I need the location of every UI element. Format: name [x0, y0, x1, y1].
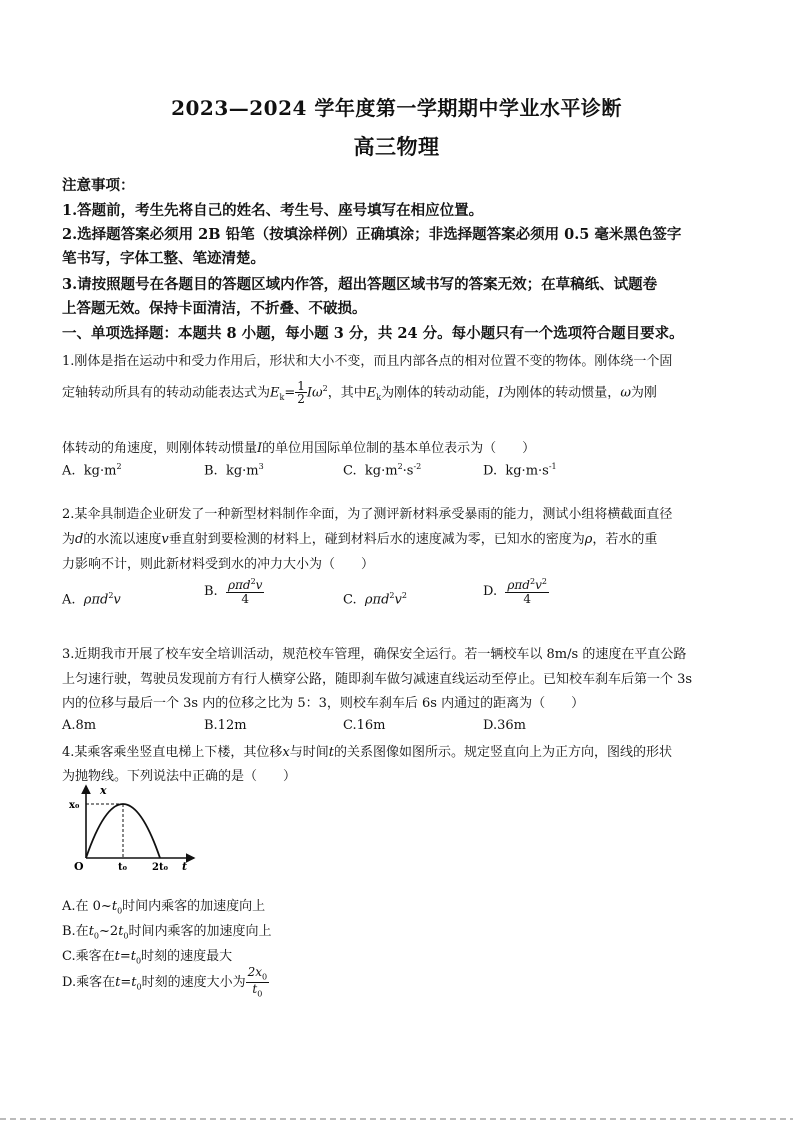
q4-option-d: D.乘客在$t=t_0$时刻的速度大小为 $\frac{2x_0}{t_0}$ — [62, 965, 268, 999]
q1-option-c: C. $kg\cdot m^2\cdot s^{-2}$ — [343, 462, 422, 479]
graph-origin-label: O — [74, 860, 84, 872]
q2-line1: 2.某伞具制造企业研发了一种新型材料制作伞面，为了测评新材料承受暴雨的能力，测试小组将横截面直径 — [62, 507, 673, 522]
notice-heading: 注意事项： — [62, 177, 135, 194]
section-heading: 一、单项选择题：本题共 8 小题，每小题 3 分，共 24 分。每小题只有一个选项符合题目要求。 — [62, 325, 684, 342]
q2-line2: 为d的水流以速度v垂直射到要检测的材料上，碰到材料后水的速度减为零，已知水的密度为ρ，若水的重 — [62, 532, 658, 547]
q1-option-d: D. $kg\cdot m\cdot s^{-1}$ — [483, 462, 557, 479]
notice-item-1: 1.答题前，考生先将自己的姓名、考生号、座号填写在相应位置。 — [62, 202, 484, 219]
q2-option-a: A. ρπd$^2$v — [62, 591, 121, 608]
q4-line2: 为抛物线。下列说法中正确的是（ ） — [62, 769, 297, 784]
notice-item-3-cont: 上答题无效。保持卡面清洁，不折叠、不破损。 — [62, 300, 367, 317]
q3-option-c: C.16m — [343, 718, 386, 733]
q2-option-d: D. $\frac{\rho\pi d^2v^2}{4}$ — [483, 577, 547, 606]
q4-option-c: C.乘客在$t=t_0$时刻的速度最大 — [62, 949, 233, 966]
exam-subject: 高三物理 — [353, 134, 440, 159]
graph-t0-label: t₀ — [118, 862, 127, 872]
q3-line3: 内的位移与最后一个 3s 内的位移之比为 5：3，则校车刹车后 6s 内通过的距离为（ ） — [62, 696, 585, 711]
q3-option-d: D.36m — [483, 718, 526, 733]
graph-x-label: x — [100, 784, 107, 797]
q1-option-a: A. $kg\cdot m^2$ — [62, 462, 122, 479]
q2-option-c: C. $\rho\pi d^2v^2$ — [343, 591, 407, 608]
graph-x0-label: x₀ — [69, 800, 80, 811]
q2-line3: 力影响不计，则此新材料受到水的冲力大小为（ ） — [62, 557, 375, 572]
notice-item-3: 3.请按照题号在各题目的答题区域内作答，超出答题区域书写的答案无效；在草稿纸、试题卷 — [62, 276, 658, 293]
q4-d-fraction: $\frac{2x_0}{t_0}$ — [247, 965, 268, 999]
q4-option-b: B.在$t_0\sim 2t_0$时间内乘客的加速度向上 — [62, 924, 272, 941]
exam-title: 2023—2024 学年度第一学期期中学业水平诊断 — [171, 96, 622, 120]
q2-option-b: B. $\frac{\rho\pi d^2v}{4}$ — [204, 577, 263, 606]
page-bottom-rule — [0, 1118, 793, 1120]
q3-line2: 上匀速行驶，驾驶员发现前方有行人横穿公路，随即刹车做匀减速直线运动至停止。已知校车刹车后第一个 3s — [62, 672, 693, 687]
q1-fraction: $\frac{1}{2}$ — [297, 378, 305, 407]
q1-line1: 1.刚体是指在运动中和受力作用后，形状和大小不变，而且内部各点的相对位置不变的物体。刚体绕一个固 — [62, 354, 673, 369]
q1-line3: 体转动的角速度，则刚体转动惯量I的单位用国际单位制的基本单位表示为（ ） — [62, 441, 536, 456]
q1-line2: 定轴转动所具有的转动动能表达式为$E_k=$ $\frac{1}{2}$ $I\omega^2$，其中$E_k$为刚体的转动动能，I为刚体的转动惯量，ω为刚 — [62, 378, 657, 407]
q3-option-b: B.12m — [204, 718, 247, 733]
notice-item-2: 2.选择题答案必须用 2B 铅笔（按填涂样例）正确填涂；非选择题答案必须用 0.5 毫米黑色签字 — [62, 226, 682, 243]
q4-xt-graph — [66, 780, 211, 872]
q4-line1: 4.某乘客乘坐竖直电梯上下楼，其位移x与时间t的关系图像如图所示。规定竖直向上为正方向，图线的形状 — [62, 745, 673, 760]
q1-option-b: B. $kg\cdot m^3$ — [204, 462, 264, 479]
notice-item-2-cont: 笔书写，字体工整、笔迹清楚。 — [62, 250, 265, 267]
q3-line1: 3.近期我市开展了校车安全培训活动，规范校车管理，确保安全运行。若一辆校车以 8m/s 的速度在平直公路 — [62, 647, 687, 662]
q4-option-a: A.在 $0\sim t_0$时间内乘客的加速度向上 — [62, 899, 266, 916]
graph-2t0-label: 2t₀ — [152, 862, 168, 872]
graph-t-label: t — [182, 860, 188, 872]
q3-option-a: A.8m — [62, 718, 97, 733]
